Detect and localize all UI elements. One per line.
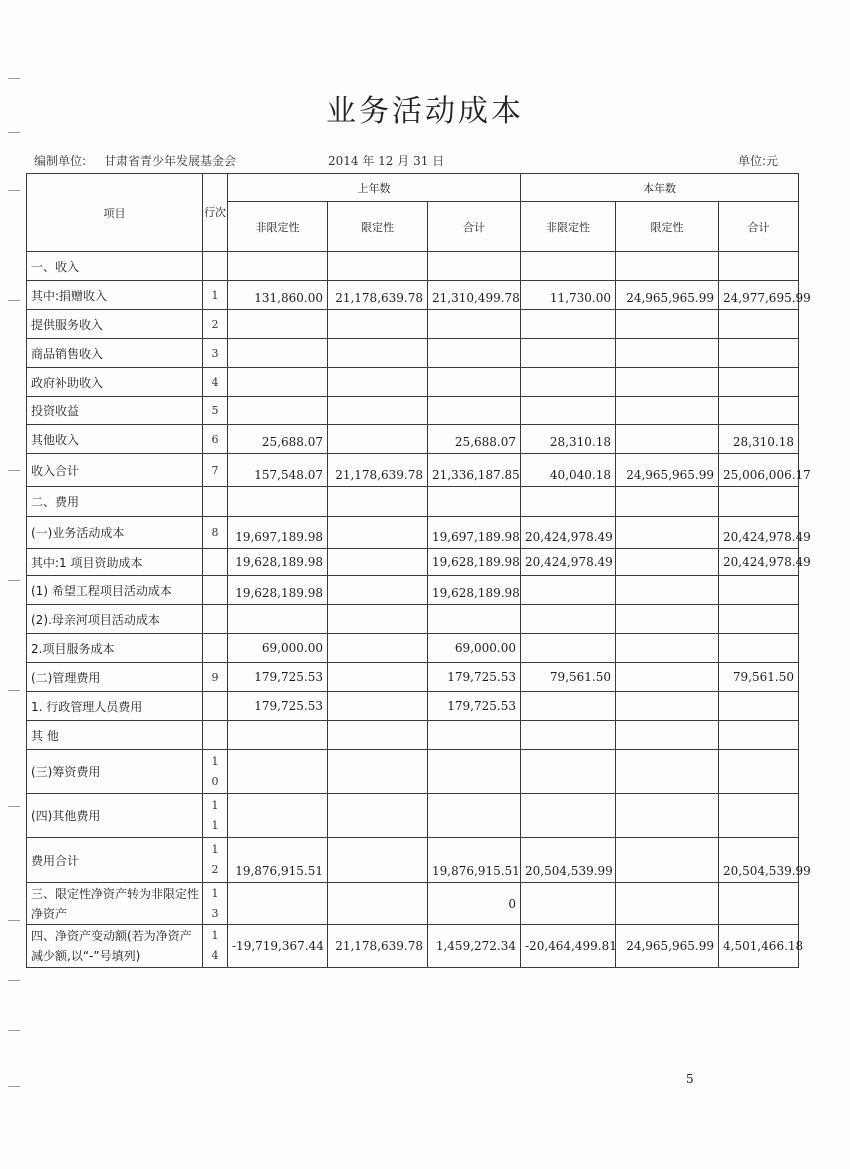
cell-curr-total: 20,504,539.99: [719, 838, 799, 883]
cell-curr-unrestricted: [521, 576, 616, 605]
cell-prev-unrestricted: [228, 883, 328, 925]
cell-curr-restricted: [616, 838, 719, 883]
cell-prev-restricted: [328, 487, 428, 517]
cell-curr-restricted: [616, 339, 719, 368]
cell-prev-unrestricted: 25,688.07: [228, 425, 328, 454]
row-label: 其中:1 项目资助成本: [27, 549, 203, 576]
org-name: 甘肃省青少年发展基金会: [104, 154, 237, 168]
margin-mark: [8, 806, 20, 807]
row-label: (2).母亲河项目活动成本: [27, 605, 203, 634]
cell-curr-restricted: [616, 397, 719, 425]
table-row: [27, 605, 799, 634]
unit-label: 单位:元: [738, 154, 779, 168]
row-label: 其中:捐赠收入: [27, 281, 203, 310]
cell-prev-total: [428, 397, 521, 425]
cell-curr-restricted: [616, 549, 719, 576]
cell-curr-restricted: [616, 252, 719, 281]
margin-mark: [8, 1086, 20, 1087]
cell-curr-unrestricted: 79,561.50: [521, 663, 616, 692]
margin-mark: [8, 980, 20, 981]
table-row: [27, 549, 799, 576]
cell-curr-total: 25,006,006.17: [719, 454, 799, 487]
col-header-curr-year: 本年数: [521, 174, 799, 202]
cell-prev-total: 19,697,189.98: [428, 517, 521, 549]
cell-curr-restricted: [616, 794, 719, 838]
row-label: 费用合计: [27, 838, 203, 883]
cell-prev-unrestricted: 19,628,189.98: [228, 549, 328, 576]
table-row: [27, 487, 799, 517]
cell-curr-restricted: [616, 634, 719, 663]
row-line-number: 1: [203, 281, 228, 310]
cell-prev-restricted: [328, 252, 428, 281]
cell-prev-unrestricted: [228, 397, 328, 425]
cell-prev-total: [428, 605, 521, 634]
cell-prev-total: 1,459,272.34: [428, 925, 521, 968]
cell-prev-total: [428, 339, 521, 368]
cell-curr-total: 79,561.50: [719, 663, 799, 692]
row-label: 提供服务收入: [27, 310, 203, 339]
cell-curr-total: [719, 605, 799, 634]
col-header-prev-total: 合计: [428, 202, 521, 252]
row-line-number: 2: [203, 310, 228, 339]
cell-curr-total: [719, 576, 799, 605]
table-row: [27, 883, 799, 925]
org-label: 编制单位:: [34, 154, 87, 168]
margin-mark: [8, 470, 20, 471]
col-header-prev-year: 上年数: [228, 174, 521, 202]
row-line-number: [203, 634, 228, 663]
margin-mark: [8, 132, 20, 133]
cell-prev-unrestricted: 19,628,189.98: [228, 576, 328, 605]
cell-prev-unrestricted: 179,725.53: [228, 692, 328, 721]
cell-prev-unrestricted: -19,719,367.44: [228, 925, 328, 968]
cell-curr-restricted: [616, 517, 719, 549]
cell-curr-unrestricted: -20,464,499.81: [521, 925, 616, 968]
row-label: 其 他: [27, 721, 203, 750]
row-line-number: 1 1: [203, 794, 228, 838]
cell-curr-total: [719, 721, 799, 750]
cell-curr-unrestricted: [521, 721, 616, 750]
cell-prev-restricted: [328, 692, 428, 721]
row-line-number: 7: [203, 454, 228, 487]
cell-prev-restricted: [328, 368, 428, 397]
cell-curr-restricted: 24,965,965.99: [616, 454, 719, 487]
table-row: [27, 368, 799, 397]
cell-curr-total: 28,310.18: [719, 425, 799, 454]
cell-prev-total: 179,725.53: [428, 692, 521, 721]
margin-mark: [8, 78, 20, 79]
cell-prev-restricted: [328, 794, 428, 838]
cell-prev-restricted: [328, 634, 428, 663]
cell-curr-unrestricted: [521, 750, 616, 794]
cell-prev-total: 19,628,189.98: [428, 576, 521, 605]
table-row: [27, 750, 799, 794]
cell-curr-restricted: [616, 310, 719, 339]
cell-prev-total: 19,628,189.98: [428, 549, 521, 576]
cell-prev-restricted: [328, 838, 428, 883]
cell-curr-total: 24,977,695.99: [719, 281, 799, 310]
cell-curr-unrestricted: [521, 883, 616, 925]
cell-prev-total: 19,876,915.51: [428, 838, 521, 883]
header-row-1: [27, 174, 799, 202]
table-row: [27, 794, 799, 838]
cell-curr-unrestricted: 20,424,978.49: [521, 517, 616, 549]
table-row: [27, 925, 799, 968]
cell-prev-restricted: [328, 517, 428, 549]
cell-curr-total: 4,501,466.18: [719, 925, 799, 968]
cell-curr-restricted: [616, 663, 719, 692]
row-line-number: [203, 605, 228, 634]
cell-prev-unrestricted: [228, 750, 328, 794]
table-row: [27, 397, 799, 425]
table-row: [27, 838, 799, 883]
row-label: 收入合计: [27, 454, 203, 487]
cell-prev-unrestricted: [228, 252, 328, 281]
cell-curr-unrestricted: 40,040.18: [521, 454, 616, 487]
cell-curr-restricted: [616, 692, 719, 721]
cell-prev-total: 179,725.53: [428, 663, 521, 692]
col-header-prev-unrestricted: 非限定性: [228, 202, 328, 252]
margin-mark: [8, 690, 20, 691]
row-label: (三)筹资费用: [27, 750, 203, 794]
col-header-item: 项目: [27, 174, 203, 252]
cell-prev-total: [428, 487, 521, 517]
row-line-number: 4: [203, 368, 228, 397]
row-label: 三、限定性净资产转为非限定性净资产: [27, 883, 203, 925]
cell-prev-unrestricted: 157,548.07: [228, 454, 328, 487]
cell-prev-restricted: [328, 576, 428, 605]
row-label: 2.项目服务成本: [27, 634, 203, 663]
cell-prev-restricted: [328, 397, 428, 425]
cell-prev-restricted: 21,178,639.78: [328, 281, 428, 310]
cell-curr-total: 20,424,978.49: [719, 517, 799, 549]
cell-curr-restricted: [616, 883, 719, 925]
row-label: (1) 希望工程项目活动成本: [27, 576, 203, 605]
row-label: 1. 行政管理人员费用: [27, 692, 203, 721]
cell-curr-restricted: [616, 487, 719, 517]
cell-curr-total: [719, 634, 799, 663]
cell-curr-unrestricted: 11,730.00: [521, 281, 616, 310]
cell-curr-total: [719, 397, 799, 425]
cell-curr-total: [719, 368, 799, 397]
table-row: [27, 454, 799, 487]
table-row: [27, 339, 799, 368]
row-line-number: [203, 721, 228, 750]
cell-curr-total: [719, 883, 799, 925]
table-row: [27, 663, 799, 692]
cell-prev-total: [428, 721, 521, 750]
row-label: 政府补助收入: [27, 368, 203, 397]
cell-curr-restricted: 24,965,965.99: [616, 281, 719, 310]
cell-prev-unrestricted: [228, 339, 328, 368]
cell-curr-total: 20,424,978.49: [719, 549, 799, 576]
cell-curr-unrestricted: [521, 794, 616, 838]
row-line-number: [203, 252, 228, 281]
report-date: 2014 年 12 月 31 日: [328, 154, 445, 168]
row-label: 商品销售收入: [27, 339, 203, 368]
cell-prev-total: 21,310,499.78: [428, 281, 521, 310]
document-title: 业务活动成本: [326, 94, 524, 129]
cell-prev-restricted: [328, 310, 428, 339]
row-line-number: 6: [203, 425, 228, 454]
row-label: 其他收入: [27, 425, 203, 454]
cell-prev-restricted: 21,178,639.78: [328, 454, 428, 487]
row-line-number: [203, 549, 228, 576]
cell-prev-restricted: [328, 339, 428, 368]
row-label: 一、收入: [27, 252, 203, 281]
cell-curr-unrestricted: [521, 692, 616, 721]
cell-curr-restricted: [616, 750, 719, 794]
cell-curr-total: [719, 750, 799, 794]
cell-prev-unrestricted: [228, 310, 328, 339]
row-label: (二)管理费用: [27, 663, 203, 692]
table-row: [27, 281, 799, 310]
col-header-curr-total: 合计: [719, 202, 799, 252]
table-row: [27, 634, 799, 663]
table-row: [27, 425, 799, 454]
cell-curr-restricted: [616, 576, 719, 605]
cell-curr-restricted: [616, 368, 719, 397]
row-label: 二、费用: [27, 487, 203, 517]
cell-curr-unrestricted: [521, 310, 616, 339]
cell-prev-unrestricted: 131,860.00: [228, 281, 328, 310]
cell-prev-unrestricted: [228, 721, 328, 750]
col-header-line-no: 行次: [203, 174, 228, 252]
page-number: 5: [686, 1072, 694, 1086]
margin-mark: [8, 300, 20, 301]
cell-prev-restricted: [328, 883, 428, 925]
cell-prev-unrestricted: 19,697,189.98: [228, 517, 328, 549]
margin-mark: [8, 580, 20, 581]
cell-curr-unrestricted: [521, 368, 616, 397]
row-line-number: 1 0: [203, 750, 228, 794]
row-label: 投资收益: [27, 397, 203, 425]
row-line-number: 8: [203, 517, 228, 549]
cell-prev-total: [428, 794, 521, 838]
cell-curr-total: [719, 692, 799, 721]
row-line-number: [203, 576, 228, 605]
cell-prev-restricted: [328, 425, 428, 454]
cell-prev-restricted: [328, 605, 428, 634]
cell-prev-unrestricted: 179,725.53: [228, 663, 328, 692]
cell-curr-restricted: [616, 605, 719, 634]
row-line-number: 1 3: [203, 883, 228, 925]
row-line-number: [203, 487, 228, 517]
table-row: [27, 721, 799, 750]
row-line-number: 1 4: [203, 925, 228, 968]
row-label: 四、净资产变动额(若为净资产减少额,以“-”号填列): [27, 925, 203, 968]
cell-curr-unrestricted: 20,504,539.99: [521, 838, 616, 883]
cell-prev-restricted: [328, 750, 428, 794]
cell-prev-restricted: [328, 663, 428, 692]
cell-curr-total: [719, 487, 799, 517]
table-row: [27, 517, 799, 549]
cell-prev-restricted: [328, 721, 428, 750]
cell-prev-total: 69,000.00: [428, 634, 521, 663]
cell-prev-unrestricted: 19,876,915.51: [228, 838, 328, 883]
cell-prev-restricted: [328, 549, 428, 576]
cell-prev-unrestricted: 69,000.00: [228, 634, 328, 663]
cell-prev-restricted: 21,178,639.78: [328, 925, 428, 968]
cell-curr-unrestricted: [521, 605, 616, 634]
col-header-curr-restricted: 限定性: [616, 202, 719, 252]
cell-prev-unrestricted: [228, 605, 328, 634]
cell-curr-total: [719, 339, 799, 368]
table-row: [27, 310, 799, 339]
margin-mark: [8, 190, 20, 191]
row-line-number: [203, 692, 228, 721]
col-header-prev-restricted: 限定性: [328, 202, 428, 252]
cell-curr-unrestricted: [521, 634, 616, 663]
cell-prev-total: [428, 368, 521, 397]
row-label: (一)业务活动成本: [27, 517, 203, 549]
row-line-number: 3: [203, 339, 228, 368]
row-label: (四)其他费用: [27, 794, 203, 838]
cell-prev-total: [428, 750, 521, 794]
row-line-number: 9: [203, 663, 228, 692]
cell-prev-total: 21,336,187.85: [428, 454, 521, 487]
cell-prev-unrestricted: [228, 368, 328, 397]
cell-curr-unrestricted: [521, 397, 616, 425]
cell-curr-restricted: [616, 721, 719, 750]
cell-prev-total: [428, 310, 521, 339]
margin-mark: [8, 1030, 20, 1031]
cell-curr-unrestricted: [521, 252, 616, 281]
table-row: [27, 692, 799, 721]
table-row: [27, 576, 799, 605]
cell-curr-restricted: 24,965,965.99: [616, 925, 719, 968]
cell-curr-restricted: [616, 425, 719, 454]
activity-cost-table: [26, 173, 811, 968]
cell-prev-total: 0: [428, 883, 521, 925]
cell-curr-unrestricted: 20,424,978.49: [521, 549, 616, 576]
cell-curr-total: [719, 794, 799, 838]
table-row: [27, 252, 799, 281]
cell-curr-unrestricted: [521, 487, 616, 517]
cell-prev-total: [428, 252, 521, 281]
row-line-number: 1 2: [203, 838, 228, 883]
margin-mark: [8, 920, 20, 921]
cell-curr-total: [719, 252, 799, 281]
cell-curr-total: [719, 310, 799, 339]
cell-curr-unrestricted: [521, 339, 616, 368]
col-header-curr-unrestricted: 非限定性: [521, 202, 616, 252]
cell-curr-unrestricted: 28,310.18: [521, 425, 616, 454]
row-line-number: 5: [203, 397, 228, 425]
cell-prev-unrestricted: [228, 487, 328, 517]
cell-prev-unrestricted: [228, 794, 328, 838]
cell-prev-total: 25,688.07: [428, 425, 521, 454]
